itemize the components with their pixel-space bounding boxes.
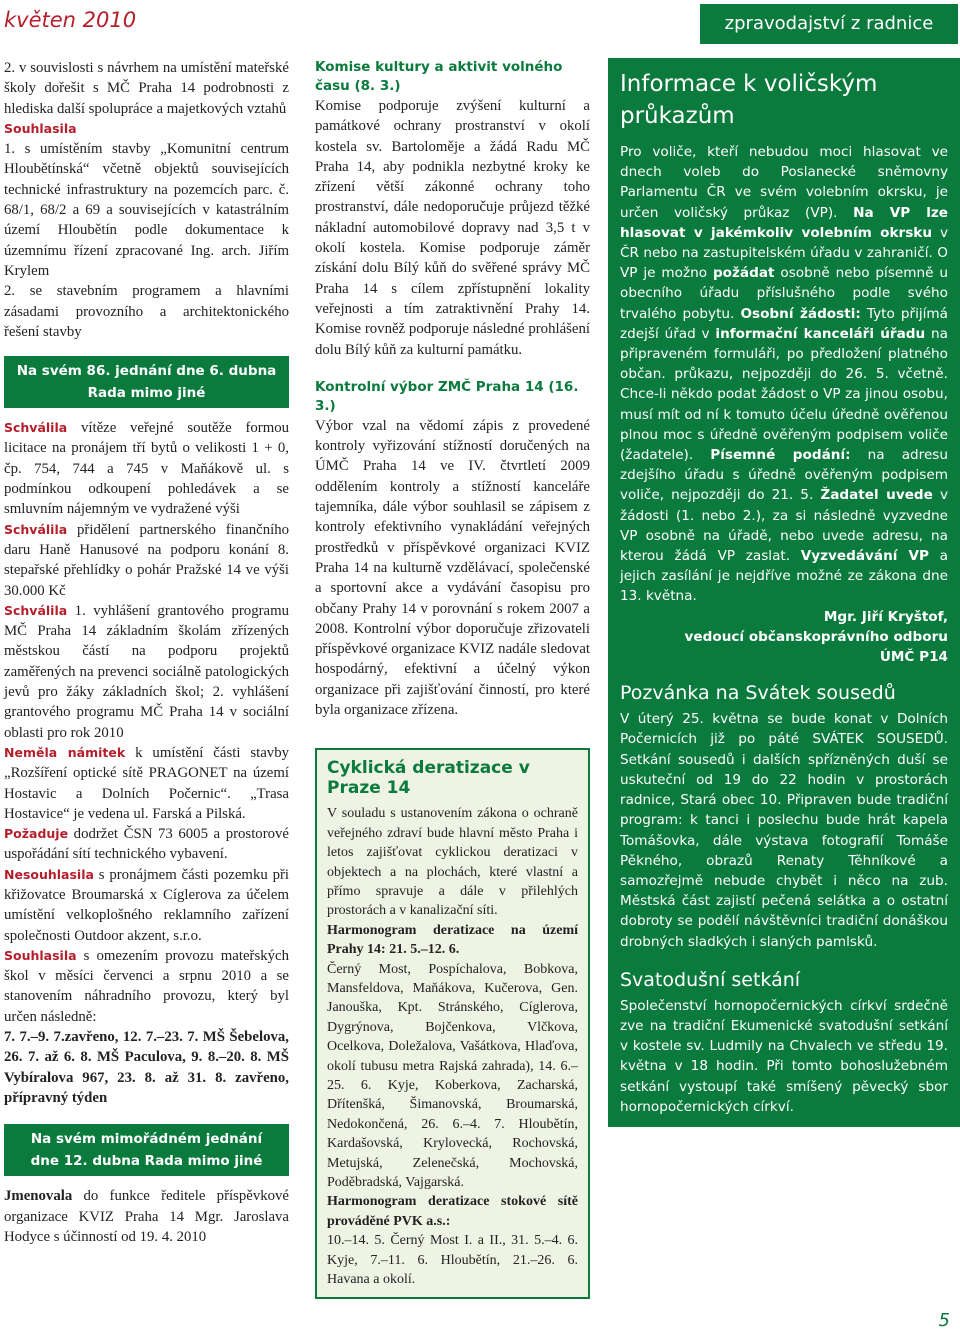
paragraph: 10.–14. 5. Černý Most I. a II., 31. 5.–4. 6. Kyje, 7.–11. 6. Hloubětín, 21.–26. 6. Havana a okolí. xyxy=(327,1233,578,1288)
paragraph xyxy=(4,743,289,824)
paragraph xyxy=(4,824,289,865)
text: 1. vyhlášení grantového programu MČ Praha 14 základním školám zřízených městskou částí na podporu projektů zaměřených na prevenci sociálně patologických jevů pro žáky základních škol; 2. vyhlášení grantového programu MČ Praha 14 v sociální oblasti pro rok 2010 xyxy=(4,602,289,741)
section-banner: zpravodajství z radnice xyxy=(700,4,958,44)
paragraph xyxy=(4,601,289,743)
paragraph: 2. se stavebním programem a hlavními zásadami provozního a architektonického řešení stavby xyxy=(4,283,289,340)
highlight: požádat xyxy=(712,265,775,282)
highlight: Žadatel uvede xyxy=(820,487,933,504)
text: Tyto přijímá zdejší úřad v xyxy=(620,305,948,342)
box-subheading: Harmonogram deratizace na území Prahy 14: 21. 5.–12. 6. xyxy=(327,922,578,958)
box-title: Cyklická deratizace v Praze 14 xyxy=(327,758,530,799)
band-line: Na svém 86. jednání dne 6. dubna xyxy=(16,363,277,380)
keyword-nemela: Neměla námitek xyxy=(4,744,126,760)
keyword-schvalila: Schválila xyxy=(4,420,68,436)
paragraph: V souladu s ustanovením zákona o ochraně veřejného zdraví bude hlavní město Praha i letos zajišťovat cyklickou deratizaci v objektech a na plochách, které vlastní a přímo spravuje a dále v přilehlých prostorách a v kanalizační síti. xyxy=(327,806,578,919)
column-middle xyxy=(315,58,590,1299)
column-right xyxy=(608,58,960,1127)
box-title: Informace k voličským průkazům xyxy=(620,71,878,129)
text: k umístění části stavby „Rozšíření optické sítě PRAGONET na území Hostavic a Dolních Počernic“. „Trasa Hostavice“ je vedena ul. Farská a Pilská. xyxy=(4,744,289,822)
text: vítěze veřejné soutěže formou licitace na pronájem tří bytů o velikosti 1 + 0, čp. 754, 744 a 745 v Maňákově ul. s podmínkou odkoupení pohledávek a se smluvním nájemným ve vydražené výši xyxy=(4,420,290,518)
text: do funkce ředitele příspěvkové organizace KVIZ Praha 14 Mgr. Jaroslava Hodyce s účinností od 19. 4. 2010 xyxy=(4,1188,290,1245)
keyword-souhlasila: Souhlasila xyxy=(4,947,77,963)
deratization-box xyxy=(315,748,590,1299)
text: osobně nebo písemně u obecního úřadu příslušného podle svého trvalého pobytu. xyxy=(620,265,948,322)
keyword-schvalila: Schválila xyxy=(4,521,68,537)
signature-title: vedoucí občanskoprávního odboru xyxy=(684,628,948,645)
paragraph xyxy=(4,119,289,139)
keyword-nesouhlasila: Nesouhlasila xyxy=(4,866,94,882)
highlight: Písemné podání: xyxy=(710,447,851,464)
section-heading: Kontrolní výbor ZMČ Praha 14 (16. 3.) xyxy=(315,378,579,414)
paragraph: 7. 7.–9. 7.zavřeno, 12. 7.–23. 7. MŠ Šebelova, 26. 7. až 6. 8. MŠ Paculova, 9. 8.–20. 8. MŠ Vybíralova 967, 23. 8. až 31. 8. zavřeno, přípravný týden xyxy=(4,1029,289,1106)
text: s omezením provozu mateřských škol v měsíci červenci a srpnu 2010 a se stanovením náhradního provozu, který byl určen následně: xyxy=(4,947,289,1025)
paragraph: Černý Most, Pospíchalova, Bobkova, Mansfeldova, Maňákova, Kučerova, Gen. Janouška, Kpt. Stránského, Cíglerova, Dygrýnova, Bojčenkova, Vlčkova, Ocelkova, Doležalova, Vašátkova, Hlaďova, okolí tubusu metra Rajská zahrada), 14. 6.–25. 6. Kyje, Koberkova, Zacharská, Dřítenšká, Šimanovská, Broumarská, Nedokončená, 26. 6.–4. 7. Hloubětín, Kardašovská, Krylovecká, Rochovská, Metujská, Zelenečská, Mochovská, Poděbradská, Vajgarská. xyxy=(327,961,578,1191)
meeting-band xyxy=(4,356,289,408)
paragraph xyxy=(4,520,289,601)
paragraph xyxy=(4,946,289,1027)
section-heading: Pozvánka na Svátek sousedů xyxy=(620,682,896,705)
text: v žádosti (1. nebo 2.), za si následně vyzvedne VP osobně na úřadě, nebo uvede adresu, na kterou žádá VP zaslat. xyxy=(620,487,948,565)
paragraph xyxy=(4,418,289,519)
signature-name: Mgr. Jiří Kryštof, xyxy=(823,608,948,625)
highlight: Vyzvedávání VP xyxy=(800,548,929,565)
text: přidělení partnerského finančního daru Haně Hanusové na podporu konání 8. stepařské přehlídky o pohár Pražské 14 ve výši 30.000 Kč xyxy=(4,521,289,599)
text: dodržet ČSN 73 6005 a prostorové uspořádání sítí technického vybavení. xyxy=(4,826,289,863)
paragraph: V úterý 25. května se bude konat v Dolních Počernicích již po páté SVÁTEK SOUSEDŮ. Setkání sousedů i dalších spřízněných duší se uskuteční od 19 do 22 hodin v prostorách radnice, Stará obec 10. Připraven bude tradiční program: k tanci i poslechu bude hrát kapela Tomášovka, dále výstava fotografií Tomáše Pěkného, obrazů Renaty Těhníkové a samozřejmě nebude chybět i něco na zub. Městská část zajistí pečená selátka a o ostatní dobroty se podělí návštěvníci tradiční donáškou drobných sladkých i slaných pamlsků. xyxy=(620,711,948,950)
paragraph: Společenství hornopočernických církví srdečně zve na tradiční Ekumenické svatodušní setkání v kostele sv. Ludmily na Chvalech ve středu 19. května v 18 hodin. Při tomto bohoslužebném setkání vystoupí také smíšený pěvecký sbor hornopočernických církví. xyxy=(620,997,948,1115)
band-line: dne 12. dubna Rada mimo jiné xyxy=(30,1153,263,1170)
text: Pro voliče, kteří nebudou moci hlasovat ve dnech voleb do Poslanecké sněmovny Parlamentu ČR ve svém volebním okrsku, je určen voličský průkaz (VP). xyxy=(620,144,948,221)
band-line: Na svém mimořádném jednání xyxy=(30,1131,263,1148)
box-subheading: Harmonogram deratizace stokové sítě prováděné PVK a.s.: xyxy=(327,1194,578,1229)
text: a jejich zasílání je nejdříve možné ze zákona dne 13. května. xyxy=(620,548,949,605)
section-heading: Svatodušní setkání xyxy=(620,968,801,991)
keyword-jmenovala: Jmenovala xyxy=(4,1188,73,1205)
text: s pronájmem části pozemku při křižovatce Broumarská x Cíglerova za účelem umístění velkoplošného reklamního zařízení společnosti Outdoor akzent, s.r.o. xyxy=(4,866,289,944)
highlight: Osobní žádosti: xyxy=(740,305,861,322)
page-number: 5 xyxy=(938,1310,950,1331)
keyword-pozaduje: Požaduje xyxy=(4,826,69,842)
band-line: Rada mimo jiné xyxy=(87,385,206,402)
text: na adresu zdejšího úřadu s úředně ověřeným podpisem voliče, nejpozději do 21. 5. xyxy=(620,447,949,504)
text: v ČR nebo na zastupitelském úřadu v zahraničí. O VP je možno xyxy=(620,224,948,282)
paragraph: 1. s umístěním stavby „Komunitní centrum Hloubětínská“ včetně objektů souvisejících technické infrastruktury na pozemcích parc. č. 68/1, 68/2 a 69 a souvisejících v katastrálním území Hloubětín podle dokumentace k územnímu řízení zpracované Ing. arch. Jiřím Krylem xyxy=(4,141,289,279)
meeting-band xyxy=(4,1124,289,1176)
paragraph xyxy=(620,142,948,607)
keyword-schvalila: Schválila xyxy=(4,602,68,618)
text: na připraveném formuláři, po předložení platného občan. průkazu, nejpozději do 26. 5. včetně. Chce-li někdo podat žádost o VP za jinou osobu, musí mít od ní k tomuto účelu úředně ověřenou plnou moc s úředně ověřeným podpisem voliče (žadatele). xyxy=(620,325,948,464)
section-heading: Komise kultury a aktivit volného času (8. 3.) xyxy=(315,59,563,94)
column-left xyxy=(4,58,289,1247)
paragraph xyxy=(4,1186,289,1247)
issue-date: květen 2010 xyxy=(4,8,137,32)
voter-card-box xyxy=(608,58,960,1127)
paragraph: Výbor vzal na vědomí zápis z provedené kontroly vyřizování stížností doručených na ÚMČ Praha 14 ve IV. čtvrtletí 2009 oddělením kontroly a stížností kanceláře tajemníka, dále výbor souhlasil se zápisem z kontroly efektivního vynakládání veřejných prostředků v příspěvkové organizaci KVIZ Praha 14 na kulturně vzdělávací, společenské a sportovní akce a vydávání časopisu pro občany Prahy 14 v porovnání s rokem 2007 a 2008. Kontrolní výbor doporučuje zřizovateli příspěvkové organizace KVIZ nadále sledovat hospodárný, efektivní a účelný výkon organizace při zajišťování činností, pro které byla organizace zřízena. xyxy=(315,417,590,719)
paragraph xyxy=(4,865,289,946)
keyword-souhlasila: Souhlasila xyxy=(4,120,77,136)
paragraph: Komise podporuje zvýšení kulturní a památkové ochrany prostranství v okolí kostela sv. Bartoloměje a žádá Radu MČ Praha 14, aby podnikla nezbytné kroky ke zřízení větší zákonné ochrany toho prostranství, dále nedoporučuje průjezd těžké nákladní automobilové dopravy nad 3,5 t v okolí kostela. Komise podporuje záměr získání dolu Bílý kůň do svěřené správy MČ Praha 14 s cílem zpřístupnění lokality veřejnosti a tím zatraktivnění Prahy 14. Komise rovněž podporuje následné prohlášení dolu Bílý kůň za kulturní památku. xyxy=(315,98,590,358)
paragraph: 2. v souvislosti s návrhem na umístění mateřské školy dořešit s MČ Praha 14 podrobnosti z hlediska další spolupráce a majetkových vztahů xyxy=(4,60,289,117)
highlight: informační kanceláři úřadu xyxy=(715,325,926,342)
signature-office: ÚMČ P14 xyxy=(879,649,948,666)
highlight: Na VP lze hlasovat v jakémkoliv volebním okrsku xyxy=(620,204,948,241)
